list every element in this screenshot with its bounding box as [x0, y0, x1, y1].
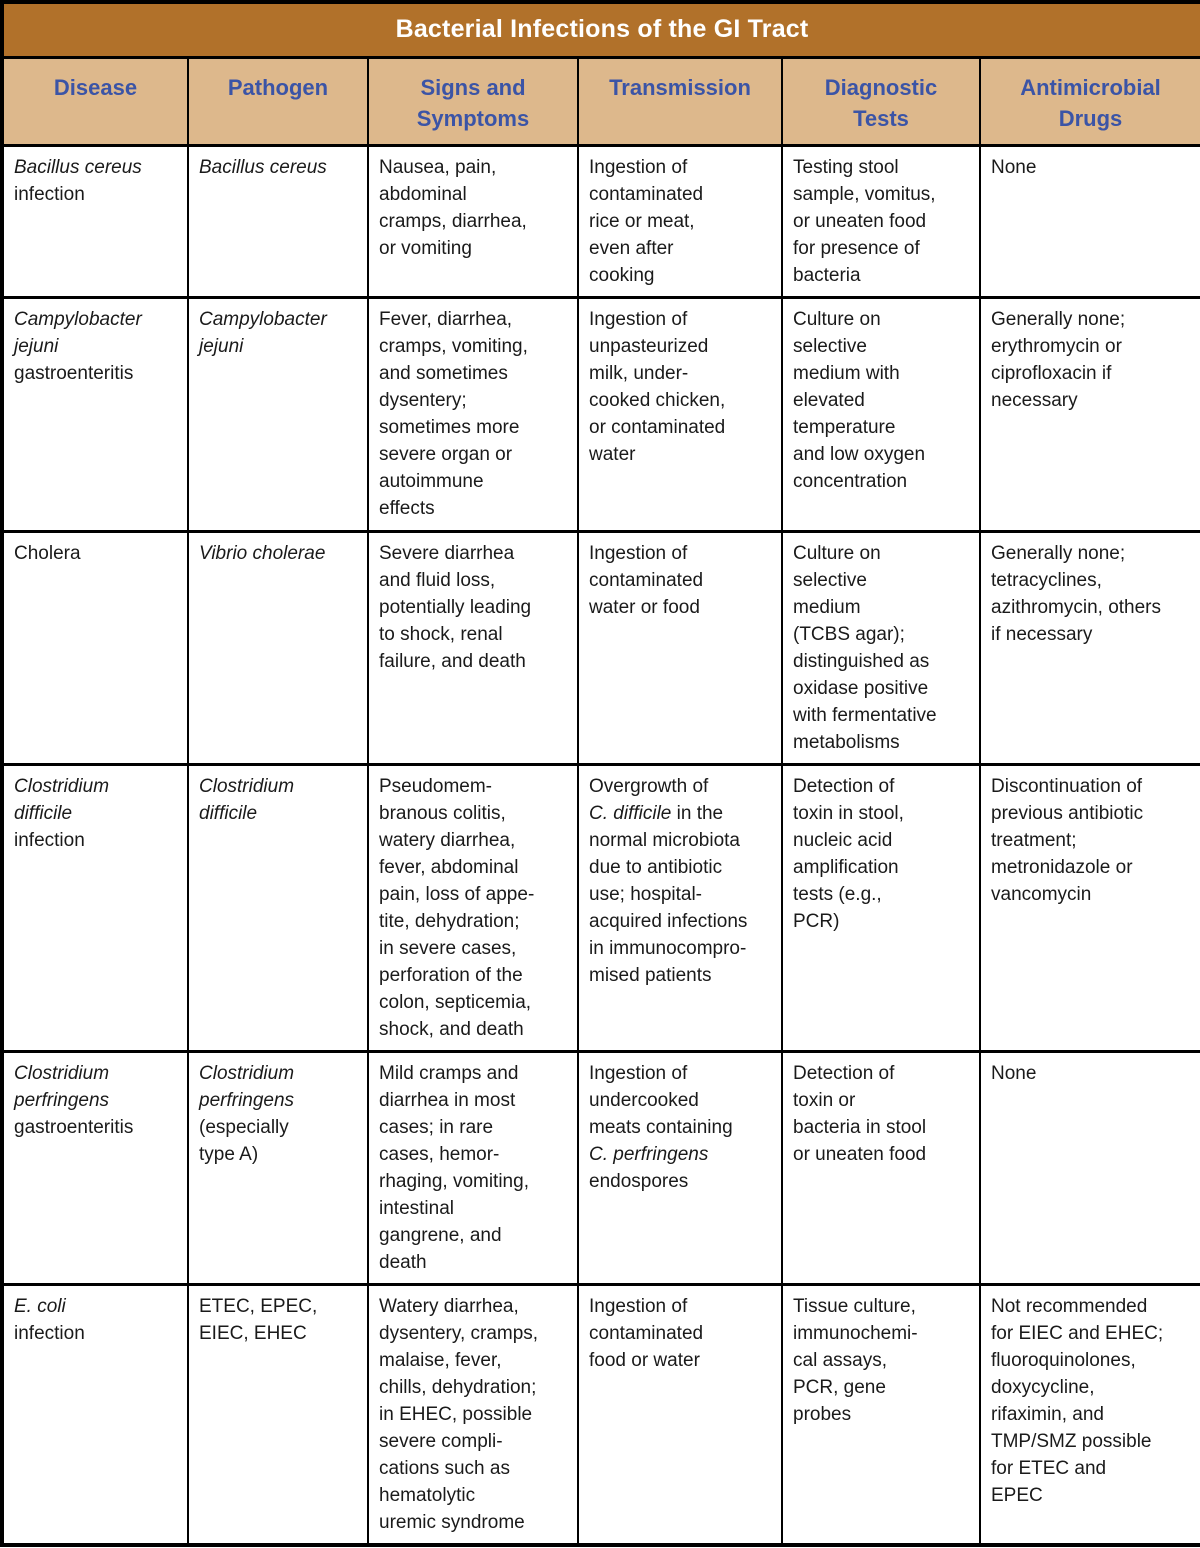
table-row — [2, 764, 1200, 1051]
cell-transmission: Ingestion of contaminated food or water — [578, 1284, 782, 1545]
cell-antimicrobial-drugs: Generally none; erythromycin or ciprofloxacin if necessary — [980, 297, 1200, 531]
cell-antimicrobial-drugs: Not recommended for EIEC and EHEC; fluoroquinolones, doxycycline, rifaximin, and TMP/SMZ possible for ETEC and EPEC — [980, 1284, 1200, 1545]
table-row — [2, 145, 1200, 297]
cell-transmission: Ingestion of unpasteurized milk, under- cooked chicken, or contaminated water — [578, 297, 782, 531]
title-row — [2, 2, 1200, 57]
cell-disease: Campylobacter jejuni gastroenteritis — [2, 297, 188, 531]
table-row — [2, 531, 1200, 764]
cell-antimicrobial-drugs: Discontinuation of previous antibiotic treatment; metronidazole or vancomycin — [980, 764, 1200, 1051]
cell-diagnostic-tests: Testing stool sample, vomitus, or uneaten food for presence of bacteria — [782, 145, 980, 297]
cell-diagnostic-tests: Culture on selective medium (TCBS agar); distinguished as oxidase positive with fermentative metabolisms — [782, 531, 980, 764]
cell-signs-symptoms: Fever, diarrhea, cramps, vomiting, and sometimes dysentery; sometimes more severe organ or autoimmune effects — [368, 297, 578, 531]
cell-pathogen: Clostridium perfringens (especially type A) — [188, 1051, 368, 1284]
cell-signs-symptoms: Watery diarrhea, dysentery, cramps, malaise, fever, chills, dehydration; in EHEC, possible severe compli- cations such as hematolytic uremic syndrome — [368, 1284, 578, 1545]
cell-diagnostic-tests: Culture on selective medium with elevated temperature and low oxygen concentration — [782, 297, 980, 531]
cell-pathogen: Clostridium difficile — [188, 764, 368, 1051]
column-header-antimicrobial-drugs: Antimicrobial Drugs — [980, 57, 1200, 145]
cell-disease: Clostridium perfringens gastroenteritis — [2, 1051, 188, 1284]
column-header-disease: Disease — [2, 57, 188, 145]
table-body — [2, 145, 1200, 1545]
table-title: Bacterial Infections of the GI Tract — [2, 2, 1200, 57]
column-header-diagnostic-tests: Diagnostic Tests — [782, 57, 980, 145]
table-row — [2, 297, 1200, 531]
cell-antimicrobial-drugs: None — [980, 145, 1200, 297]
cell-diagnostic-tests: Detection of toxin in stool, nucleic acid amplification tests (e.g., PCR) — [782, 764, 980, 1051]
cell-pathogen: ETEC, EPEC, EIEC, EHEC — [188, 1284, 368, 1545]
cell-transmission: Ingestion of undercooked meats containing C. perfringens endospores — [578, 1051, 782, 1284]
cell-diagnostic-tests: Detection of toxin or bacteria in stool or uneaten food — [782, 1051, 980, 1284]
table-head — [2, 2, 1200, 145]
cell-signs-symptoms: Mild cramps and diarrhea in most cases; in rare cases, hemor- rhaging, vomiting, intestinal gangrene, and death — [368, 1051, 578, 1284]
table-row — [2, 1284, 1200, 1545]
cell-disease: E. coli infection — [2, 1284, 188, 1545]
cell-pathogen: Vibrio cholerae — [188, 531, 368, 764]
cell-transmission: Ingestion of contaminated rice or meat, even after cooking — [578, 145, 782, 297]
cell-signs-symptoms: Nausea, pain, abdominal cramps, diarrhea, or vomiting — [368, 145, 578, 297]
cell-transmission: Overgrowth of C. difficile in the normal microbiota due to antibiotic use; hospital- acquired infections in immunocompro- mised patients — [578, 764, 782, 1051]
cell-antimicrobial-drugs: Generally none; tetracyclines, azithromycin, others if necessary — [980, 531, 1200, 764]
column-header-signs-and-symptoms: Signs and Symptoms — [368, 57, 578, 145]
column-header-pathogen: Pathogen — [188, 57, 368, 145]
cell-diagnostic-tests: Tissue culture, immunochemi- cal assays, PCR, gene probes — [782, 1284, 980, 1545]
cell-disease: Bacillus cereus infection — [2, 145, 188, 297]
cell-signs-symptoms: Severe diarrhea and fluid loss, potentially leading to shock, renal failure, and death — [368, 531, 578, 764]
cell-pathogen: Campylobacter jejuni — [188, 297, 368, 531]
header-row — [2, 57, 1200, 145]
cell-transmission: Ingestion of contaminated water or food — [578, 531, 782, 764]
cell-signs-symptoms: Pseudomem- branous colitis, watery diarrhea, fever, abdominal pain, loss of appe- tite, dehydration; in severe cases, perforation of the colon, septicemia, shock, and death — [368, 764, 578, 1051]
table-row — [2, 1051, 1200, 1284]
cell-pathogen: Bacillus cereus — [188, 145, 368, 297]
cell-disease: Clostridium difficile infection — [2, 764, 188, 1051]
cell-disease: Cholera — [2, 531, 188, 764]
column-header-transmission: Transmission — [578, 57, 782, 145]
cell-antimicrobial-drugs: None — [980, 1051, 1200, 1284]
